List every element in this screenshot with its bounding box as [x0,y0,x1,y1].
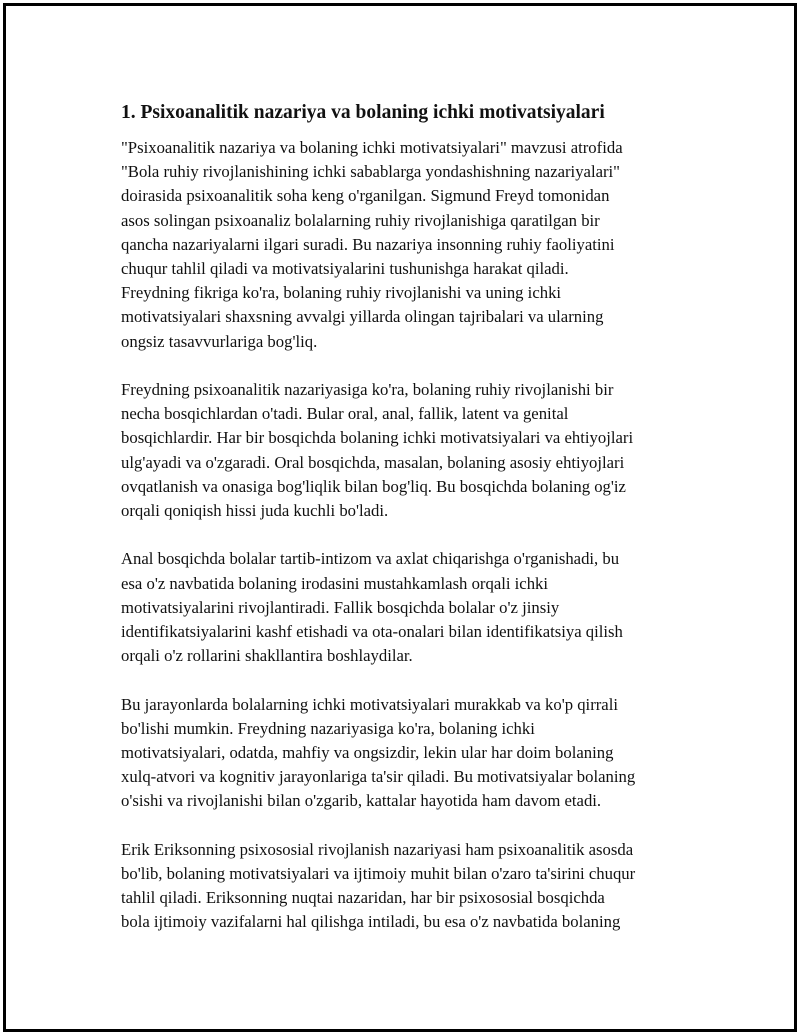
paragraph-1 [121,136,701,354]
paragraph-3 [121,547,701,668]
text-line: necha bosqichlardan o'tadi. Bular oral, anal, fallik, latent va genital [121,404,569,424]
text-line: o'sishi va rivojlanishi bilan o'zgarib, kattalar hayotida ham davom etadi. [121,791,602,811]
text-line: chuqur tahlil qiladi va motivatsiyalarini tushunishga harakat qiladi. [121,259,569,279]
text-line: tahlil qiladi. Eriksonning nuqtai nazaridan, har bir psixososial bosqichda [121,888,605,908]
text-line: bo'lib, bolaning motivatsiyalari va ijtimoiy muhit bilan o'zaro ta'sirini chuqur [121,864,636,884]
page-frame [3,3,797,1032]
text-line: Anal bosqichda bolalar tartib-intizom va axlat chiqarishga o'rganishadi, bu [121,549,620,569]
text-line: orqali qoniqish hissi juda kuchli bo'ladi. [121,501,389,521]
text-line: asos solingan psixoanaliz bolalarning ruhiy rivojlanishiga qaratilgan bir [121,210,600,230]
text-line: ongsiz tasavvurlariga bog'liq. [121,331,318,351]
paragraph-4 [121,693,701,814]
text-line: xulq-atvori va kognitiv jarayonlariga ta'sir qiladi. Bu motivatsiyalar bolaning [121,767,636,787]
text-line: "Psixoanalitik nazariya va bolaning ichki motivatsiyalari" mavzusi atrofida [121,138,623,157]
text-line: esa o'z navbatida bolaning irodasini mustahkamlash orqali ichki [121,573,549,593]
text-line: orqali o'z rollarini shakllantira boshlaydilar. [121,646,413,666]
text-line: identifikatsiyalarini kashf etishadi va ota-onalari bilan identifikatsiya qilish [121,622,623,642]
text-line: motivatsiyalari shaxsning avvalgi yillarda olingan tajribalari va ularning [121,307,604,327]
text-line: doirasida psixoanalitik soha keng o'rganilgan. Sigmund Freyd tomonidan [121,186,610,206]
text-line: bosqichlardir. Har bir bosqichda bolaning ichki motivatsiyalari va ehtiyojlari [121,428,634,448]
text-line: "Bola ruhiy rivojlanishining ichki sabablarga yondashishning nazariyalari" [121,162,620,182]
text-line: bo'lishi mumkin. Freydning nazariyasiga ko'ra, bolaning ichki [121,718,535,738]
text-line: Erik Eriksonning psixososial rivojlanish nazariyasi ham psixoanalitik asosda [121,839,634,859]
text-line: qancha nazariyalarni ilgari suradi. Bu nazariya insonning ruhiy faoliyatini [121,234,615,254]
section-heading: 1. Psixoanalitik nazariya va bolaning ichki motivatsiyalari [121,102,605,123]
text-line: motivatsiyalarini rivojlantiradi. Fallik bosqichda bolalar o'z jinsiy [121,597,560,617]
paragraph-2 [121,378,701,523]
document-body [121,100,701,959]
text-line: Freydning psixoanalitik nazariyasiga ko'ra, bolaning ruhiy rivojlanishi bir [121,380,614,400]
text-line: Freydning fikriga ko'ra, bolaning ruhiy rivojlanishi va uning ichki [121,283,562,303]
text-line: motivatsiyalari, odatda, mahfiy va ongsizdir, lekin ular har doim bolaning [121,743,614,763]
paragraph-5 [121,838,701,935]
text-line: ulg'ayadi va o'zgaradi. Oral bosqichda, masalan, bolaning asosiy ehtiyojlari [121,452,625,472]
text-line: Bu jarayonlarda bolalarning ichki motivatsiyalari murakkab va ko'p qirrali [121,694,618,714]
text-line: ovqatlanish va onasiga bog'liqlik bilan bog'liq. Bu bosqichda bolaning og'iz [121,476,626,496]
text-line: bola ijtimoiy vazifalarni hal qilishga intiladi, bu esa o'z navbatida bolaning [121,912,621,932]
